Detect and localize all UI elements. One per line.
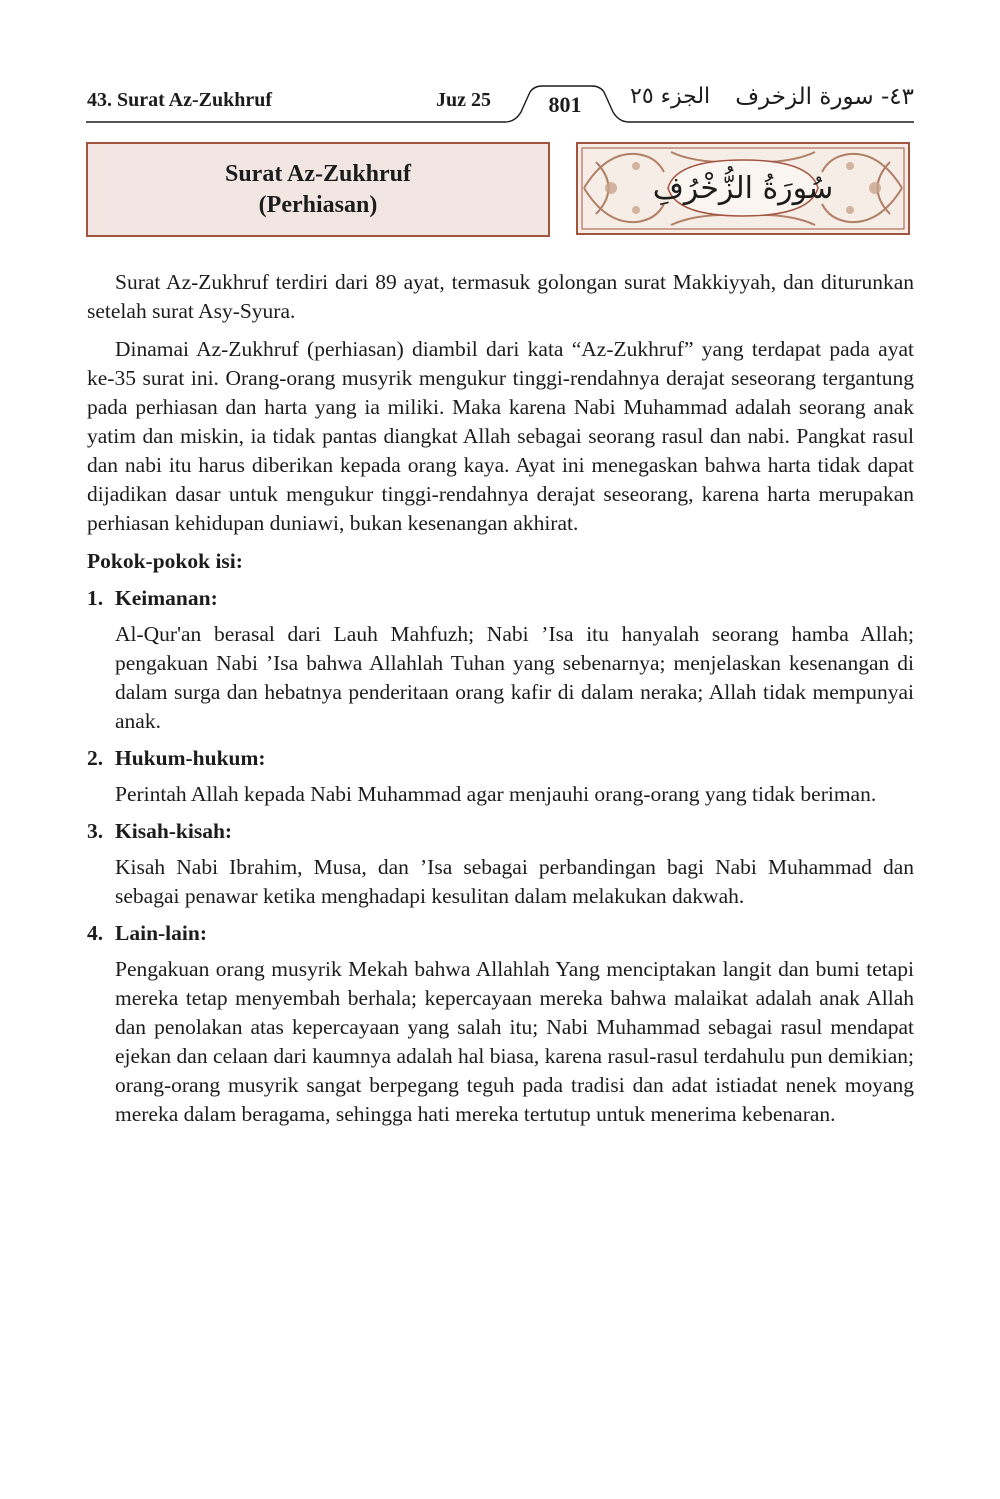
header-rule [0, 0, 1000, 130]
surah-subtitle: (Perhiasan) [258, 191, 378, 218]
contents-item-4 [87, 919, 914, 1129]
item-number: 3. [87, 819, 104, 843]
intro-paragraph-2: Dinamai Az-Zukhruf (perhiasan) diambil dari kata “Az-Zukhruf” yang terdapat pada ayat ke-35 surat ini. Orang-orang musyrik mengukur tinggi-rendahnya derajat seseorang tergantung pada perhiasan dan harta yang ia miliki. Maka karena Nabi Muhammad adalah seorang anak yatim dan miskin, ia tidak pantas diangkat Allah sebagai seorang rasul dan nabi. Pangkat rasul dan nabi itu harus diberikan kepada orang kaya. Ayat ini menegaskan bahwa harta tidak dapat dijadikan dasar untuk mengukur tinggi-rendahnya derajat seseorang, karena harta merupakan perhiasan kehidupan duniawi, bukan kesenangan akhirat. [87, 337, 914, 535]
item-title: Hukum-hukum: [115, 746, 266, 770]
contents-item-2 [87, 744, 914, 809]
body-text [87, 268, 914, 1137]
intro-paragraph-1: Surat Az-Zukhruf terdiri dari 89 ayat, termasuk golongan surat Makkiyyah, dan diturunkan setelah surat Asy-Syura. [87, 270, 914, 323]
contents-heading: Pokok-pokok isi: [87, 549, 243, 573]
item-text: Perintah Allah kepada Nabi Muhammad agar menjauhi orang-orang yang tidak beriman. [115, 782, 877, 806]
page-number: 801 [548, 92, 582, 117]
surah-title: Surat Az-Zukhruf [224, 160, 412, 187]
header-surah-label: 43. Surat Az-Zukhruf [87, 89, 273, 111]
item-number: 1. [87, 586, 104, 610]
header-surah-arabic: ٤٣- سورة الزخرف [735, 84, 914, 110]
item-text: Al-Qur'an berasal dari Lauh Mahfuzh; Nabi ’Isa itu hanyalah seorang hamba Allah; pengakuan Nabi ’Isa bahwa Allahlah Tuhan yang sebenarnya; menjelaskan kesenangan di dalam surga dan hebatnya penderitaan orang kafir di dalam neraka; Allah tidak mempunyai anak. [115, 622, 914, 733]
header-juz-label: Juz 25 [436, 89, 491, 111]
item-number: 4. [87, 921, 104, 945]
item-text: Pengakuan orang musyrik Mekah bahwa Allahlah Yang menciptakan langit dan bumi tetapi mereka tetap menyembah berhala; kepercayaan mereka bahwa malaikat adalah anak Allah dan penolakan atas kepercayaan yang salah itu; Nabi Muhammad sebagai rasul mendapat ejekan dan celaan dari kaumnya adalah hal biasa, karena rasul-rasul terdahulu pun demikian; orang-orang musyrik sangat berpegang teguh pada tradisi dan adat istiadat nenek moyang mereka dalam beragama, sehingga hati mereka tertutup untuk menerima kebenaran. [115, 957, 914, 1126]
surah-title-box [86, 142, 550, 237]
item-title: Lain-lain: [115, 921, 207, 945]
contents-item-3 [87, 817, 914, 911]
surah-title-arabic: سُورَةُ الزُّخْرُفِ [652, 171, 834, 206]
item-title: Kisah-kisah: [115, 819, 233, 843]
item-number: 2. [87, 746, 104, 770]
header-juz-arabic: الجزء ٢٥ [630, 84, 711, 109]
item-text: Kisah Nabi Ibrahim, Musa, dan ’Isa sebagai perbandingan bagi Nabi Muhammad dan sebagai penawar ketika menghadapi kesulitan dalam melakukan dakwah. [115, 855, 914, 908]
contents-item-1 [87, 584, 914, 736]
ornamental-title-frame [576, 142, 910, 235]
item-title: Keimanan: [115, 586, 218, 610]
